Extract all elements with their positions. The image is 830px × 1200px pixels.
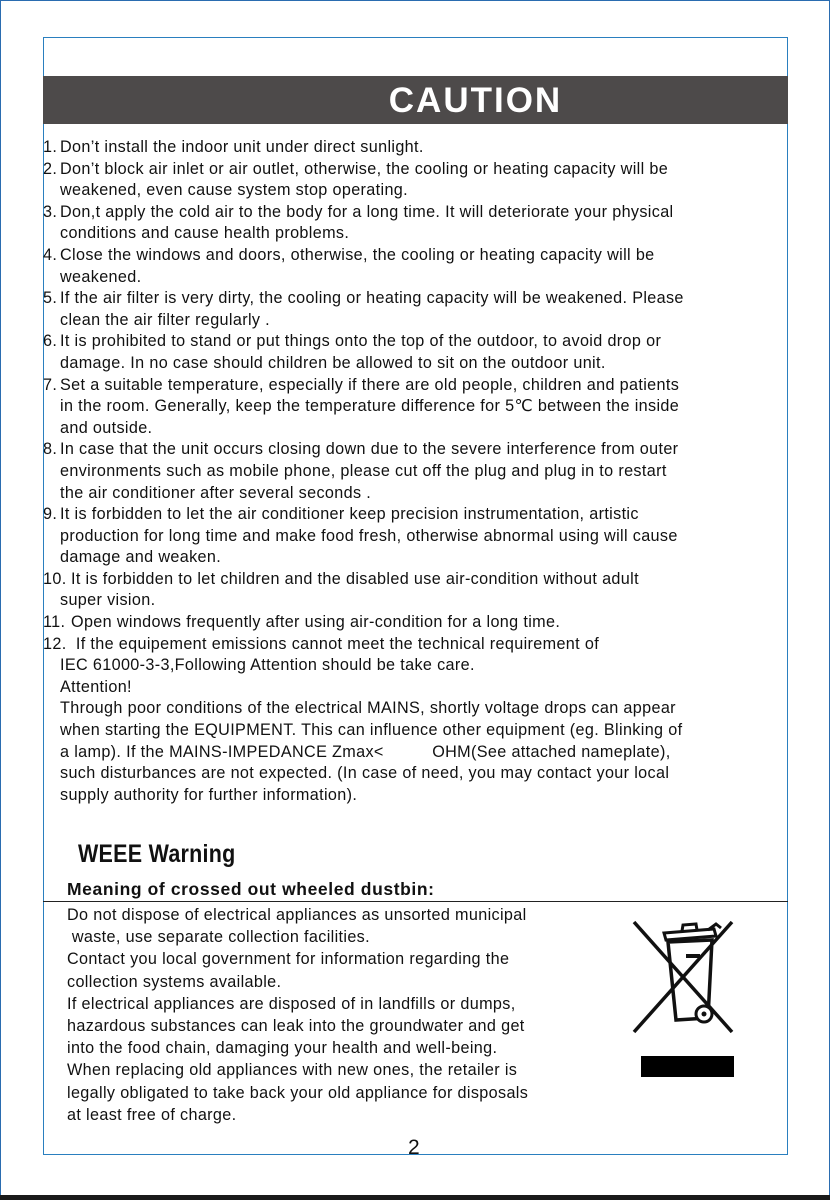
- weee-body-line: hazardous substances can leak into the groundwater and get: [67, 1017, 525, 1036]
- caution-title: CAUTION: [388, 81, 563, 120]
- caution-item-line: when starting the EQUIPMENT. This can influence other equipment (eg. Blinking of: [60, 721, 683, 740]
- weee-body-line: When replacing old appliances with new ones, the retailer is: [67, 1061, 518, 1080]
- caution-item: [43, 288, 791, 331]
- caution-item-line: Close the windows and doors, otherwise, the cooling or heating capacity will be: [60, 245, 655, 264]
- caution-item: [43, 331, 791, 374]
- caution-item: [43, 569, 791, 612]
- caution-list: [43, 137, 791, 806]
- crossed-out-wheeled-bin-icon: [628, 914, 740, 1038]
- page-number: 2: [408, 1136, 420, 1159]
- weee-body-line: legally obligated to take back your old appliance for disposals: [67, 1083, 529, 1102]
- caution-item-number: 6.: [43, 332, 58, 351]
- caution-item-line: Attention!: [60, 677, 132, 696]
- page-edge-bottom: [0, 1195, 830, 1200]
- caution-item-line: Open windows frequently after using air-condition for a long time.: [71, 613, 561, 632]
- black-bar-marking: [641, 1056, 734, 1077]
- caution-item-line: clean the air filter regularly .: [60, 310, 271, 329]
- dustbin-subheading: Meaning of crossed out wheeled dustbin:: [67, 879, 435, 899]
- caution-item-line: such disturbances are not expected. (In case of need, you may contact your local: [60, 764, 670, 783]
- caution-item-number: 8.: [43, 440, 58, 459]
- weee-heading: WEEE Warning: [78, 840, 236, 868]
- caution-item-line: Don’t install the indoor unit under direct sunlight.: [60, 138, 424, 156]
- caution-item-line: a lamp). If the MAINS-IMPEDANCE Zmax< OHM(See attached nameplate),: [60, 742, 671, 761]
- caution-item: [43, 159, 791, 202]
- weee-body-line: into the food chain, damaging your health and well-being.: [67, 1039, 498, 1058]
- caution-banner: [43, 76, 788, 124]
- caution-item-number: 3.: [43, 202, 58, 221]
- caution-item-line: and outside.: [60, 418, 153, 437]
- caution-item: [43, 245, 791, 288]
- weee-body-line: collection systems available.: [67, 972, 282, 991]
- caution-item: [43, 375, 791, 440]
- weee-body-line: at least free of charge.: [67, 1105, 237, 1124]
- caution-item: [43, 504, 791, 569]
- weee-body-line: Do not dispose of electrical appliances as unsorted municipal: [67, 906, 527, 924]
- caution-item-line: Set a suitable temperature, especially if there are old people, children and patients: [60, 375, 680, 394]
- caution-item-line: in the room. Generally, keep the temperature difference for 5℃ between the inside: [60, 397, 680, 416]
- page-edge-left: [0, 0, 1, 1200]
- caution-item: [43, 137, 791, 159]
- caution-item-number: 10.: [43, 569, 67, 588]
- caution-item-line: It is prohibited to stand or put things onto the top of the outdoor, to avoid drop or: [60, 332, 662, 351]
- caution-item-line: Through poor conditions of the electrical MAINS, shortly voltage drops can appear: [60, 699, 676, 718]
- caution-item-number: 7.: [43, 375, 58, 394]
- caution-item-number: 2.: [43, 159, 58, 178]
- caution-item-line: It is forbidden to let the air conditioner keep precision instrumentation, artistic: [60, 505, 639, 524]
- caution-item: [43, 634, 791, 807]
- caution-item-line: IEC 61000-3-3,Following Attention should be take care.: [60, 656, 475, 675]
- caution-item-number: 12.: [43, 634, 67, 653]
- weee-body-line: Contact you local government for information regarding the: [67, 950, 510, 969]
- caution-item-line: conditions and cause health problems.: [60, 224, 350, 243]
- caution-item-number: 5.: [43, 289, 58, 308]
- caution-item-line: It is forbidden to let children and the disabled use air-condition without adult: [71, 569, 639, 588]
- caution-item-number: 1.: [43, 138, 58, 156]
- caution-item-line: If the equipement emissions cannot meet the technical requirement of: [71, 634, 600, 653]
- caution-item-line: damage and weaken.: [60, 548, 222, 567]
- caution-item: [43, 202, 791, 245]
- caution-item-number: 11.: [43, 613, 66, 632]
- weee-body-line: If electrical appliances are disposed of in landfills or dumps,: [67, 994, 516, 1013]
- caution-item-line: the air conditioner after several seconds .: [60, 483, 372, 502]
- caution-item-line: environments such as mobile phone, please cut off the plug and plug in to restart: [60, 461, 667, 480]
- caution-item-line: weakened, even cause system stop operating.: [60, 181, 408, 200]
- caution-item-line: In case that the unit occurs closing down due to the severe interference from outer: [60, 440, 679, 459]
- caution-item-line: Don,t apply the cold air to the body for a long time. It will deteriorate your physical: [60, 202, 674, 221]
- caution-item-line: If the air filter is very dirty, the cooling or heating capacity will be weakened. Please: [60, 289, 684, 308]
- caution-item-number: 9.: [43, 505, 58, 524]
- caution-item-line: damage. In no case should children be allowed to sit on the outdoor unit.: [60, 353, 606, 372]
- caution-item-number: 4.: [43, 245, 58, 264]
- page-edge-top: [0, 0, 830, 1]
- caution-item-line: super vision.: [60, 591, 156, 610]
- weee-body-text: [67, 904, 627, 1126]
- caution-item-line: weakened.: [60, 267, 142, 286]
- section-divider: [43, 901, 788, 902]
- caution-item-line: supply authority for further information).: [60, 785, 358, 804]
- caution-item: [43, 612, 791, 634]
- weee-body-line: waste, use separate collection facilities.: [67, 928, 370, 947]
- caution-item: [43, 439, 791, 504]
- caution-item-line: Don’t block air inlet or air outlet, otherwise, the cooling or heating capacity will be: [60, 159, 669, 178]
- caution-item-line: production for long time and make food fresh, otherwise abnormal using will cause: [60, 526, 678, 545]
